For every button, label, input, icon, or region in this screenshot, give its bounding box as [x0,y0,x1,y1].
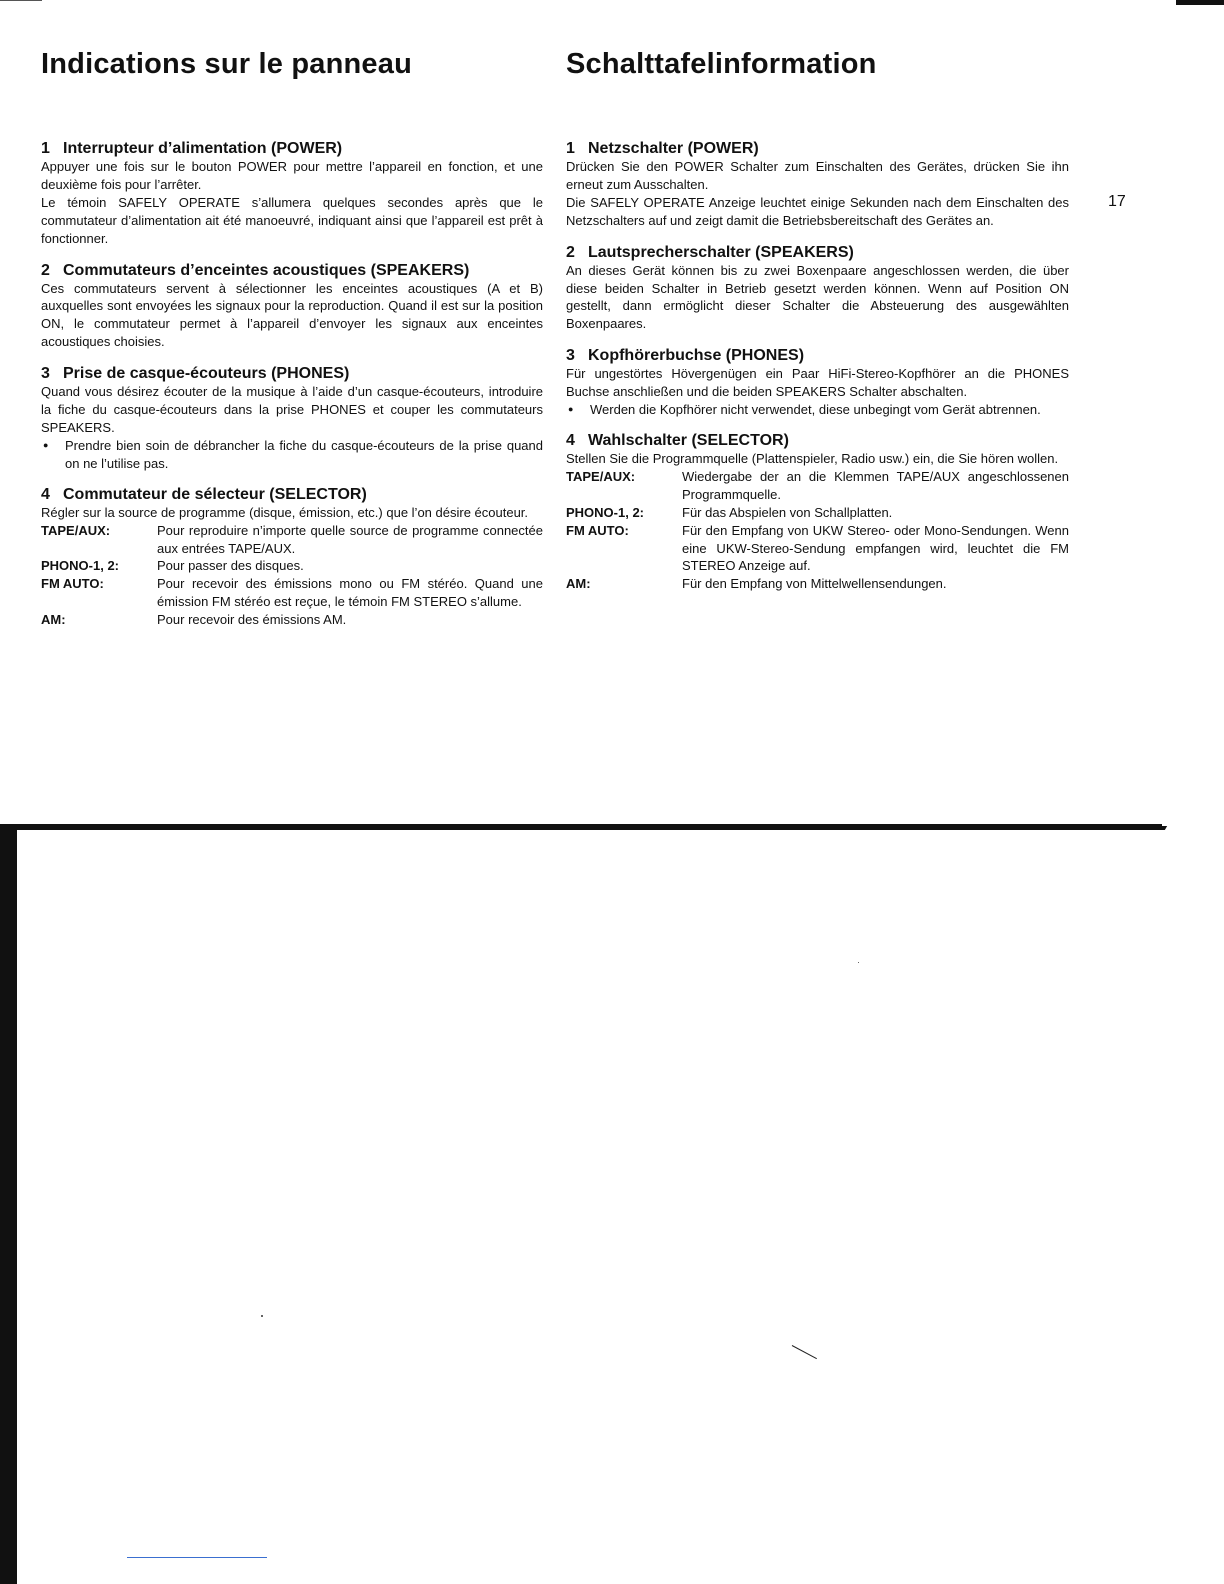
section-heading [566,432,1069,450]
section-1 [566,140,1069,230]
definition-row [41,575,543,611]
section-heading [566,347,1069,365]
bullet-dot-icon: ● [43,439,49,450]
paragraph: Le témoin SAFELY OPERATE s’allumera quelques secondes après que le commutateur d’alimentation ait été manoeuvré, indiquant ainsi que l’appareil est prêt à fonctionner. [41,194,543,246]
definition-term: AM: [41,612,66,628]
section-number: 4 [41,485,50,503]
page-number: 17 [1108,193,1126,210]
paragraph: Quand vous désirez écouter de la musique à l’aide d’un casque-écouteurs, introduire la fiche du casque-écouteurs dans la prise PHONES et couper les commutateurs SPEAKERS. [41,384,543,435]
definition-term: PHONO-1, 2: [566,504,645,520]
definition-description: Für den Empfang von Mittelwellensendungen. [682,576,947,592]
paragraph: Stellen Sie die Programmquelle (Plattenspieler, Radio usw.) ein, die Sie hören wollen. [566,450,1059,466]
scan-blue-line [127,1557,267,1558]
scan-speck [261,1315,263,1317]
scan-edge-mark [0,0,42,1]
section-1 [41,140,543,248]
section-heading [41,262,543,280]
page-bottom-rule-tail [1109,826,1167,830]
page-title-french: Indications sur le panneau [41,48,412,80]
paragraph: Die SAFELY OPERATE Anzeige leuchtet einige Sekunden nach dem Einschalten des Netzschalters auf und zeigt damit die Betriebsbereitschaft des Gerätes an. [566,194,1069,228]
section-number: 1 [41,140,50,157]
section-2 [566,244,1069,334]
paragraph: Appuyer une fois sur le bouton POWER pour mettre l’appareil en fonction, et une deuxième fois pour l’arrêter. [41,159,543,192]
section-number: 3 [566,347,575,365]
definition-row [566,522,1069,576]
section-number: 2 [41,261,50,279]
section-title: Commutateur de sélecteur (SELECTOR) [63,485,367,503]
paragraph: Für ungestörtes Hövergenügen ein Paar HiFi-Stereo-Kopfhörer an die PHONES Buchse anschließen und die beiden SPEAKERS Schalter abschalten. [566,366,1069,400]
section-number: 4 [566,431,575,449]
section-title: Commutateurs d’enceintes acoustiques (SPEAKERS) [63,261,470,279]
selector-definitions [41,522,543,629]
definition-description: Für den Empfang von UKW Stereo- oder Mono-Sendungen. Wenn eine UKW-Stereo-Sendung empfangen wird, leuchtet die FM STEREO Anzeige auf. [682,522,1069,574]
definition-row [41,557,543,575]
definition-description: Wiedergabe der an die Klemmen TAPE/AUX angeschlossenen Programmquelle. [682,468,1069,502]
section-heading [566,244,1069,262]
section-title: Netzschalter (POWER) [588,140,759,157]
definition-description: Für das Abspielen von Schallplatten. [682,504,893,520]
definition-row [566,468,1069,504]
section-title: Lautsprecherschalter (SPEAKERS) [588,243,854,261]
definition-term: TAPE/AUX: [41,522,111,538]
definition-row [41,611,543,629]
page-title-german: Schalttafelinformation [566,48,877,80]
section-2 [41,262,543,352]
definition-term: AM: [566,576,591,592]
scan-stroke [792,1345,817,1359]
section-heading [41,486,543,504]
section-heading [566,140,1069,158]
definition-term: FM AUTO: [566,522,629,538]
paragraph: Ces commutateurs servent à sélectionner les enceintes acoustiques (A et B) auxquelles sont envoyées les signaux pour la reproduction. Quand il est sur la position ON, le commutateur permet à l’appareil d’envoyer les signaux aux enceintes acoustiques choisies. [41,280,543,350]
bullet-dot-icon: ● [568,404,574,415]
definition-description: Pour recevoir des émissions AM. [157,612,347,628]
section-number: 1 [566,140,575,157]
definition-description: Pour reproduire n’importe quelle source de programme connectée aux entrées TAPE/AUX. [157,522,543,556]
bullet-item [41,437,543,473]
definition-term: TAPE/AUX: [566,468,636,484]
section-heading [41,140,543,158]
definition-row [41,522,543,558]
section-title: Kopfhörerbuchse (PHONES) [588,347,805,365]
definition-description: Pour recevoir des émissions mono ou FM stéréo. Quand une émission FM stéréo est reçue, le témoin FM STEREO s’allume. [157,576,543,610]
section-4 [566,432,1069,593]
selector-definitions [566,468,1069,593]
section-number: 3 [41,365,50,383]
scan-corner-mark [1176,0,1224,5]
section-4 [41,486,543,629]
german-sections [566,140,1069,593]
section-3 [566,347,1069,419]
section-heading [41,365,543,383]
definition-row [566,504,1069,522]
section-title: Interrupteur d’alimentation (POWER) [63,140,343,157]
bullet-item [566,401,1069,419]
definition-term: PHONO-1, 2: [41,558,120,574]
paragraph: Régler sur la source de programme (disque, émission, etc.) que l’on désire écouteur. [41,504,529,520]
section-title: Prise de casque-écouteurs (PHONES) [63,365,350,383]
paragraph: Drücken Sie den POWER Schalter zum Einschalten des Gerätes, drücken Sie ihn erneut zum Ausschalten. [566,159,1069,192]
definition-row [566,575,1069,593]
bullet-text: Werden die Kopfhörer nicht verwendet, diese unbegingt vom Gerät abtrennen. [590,402,1041,418]
scan-speck [858,962,859,963]
section-title: Wahlschalter (SELECTOR) [588,431,789,449]
section-3 [41,365,543,473]
page-bottom-rule [0,824,1162,830]
paragraph: An dieses Gerät können bis zu zwei Boxenpaare angeschlossen werden, die über diese beiden Schalter in Betrieb gesetzt werden können. Wenn auf Position ON gestellt, dann ermöglicht dieser Schalter die Absteuerung des ausgewählten Boxenpaares. [566,262,1069,332]
french-sections [41,140,543,629]
bullet-text: Prendre bien soin de débrancher la fiche du casque-écouteurs de la prise quand on ne l’utilise pas. [65,437,543,471]
scan-left-shadow [0,824,17,1584]
definition-term: FM AUTO: [41,576,104,592]
definition-description: Pour passer des disques. [157,558,304,574]
section-number: 2 [566,243,575,261]
